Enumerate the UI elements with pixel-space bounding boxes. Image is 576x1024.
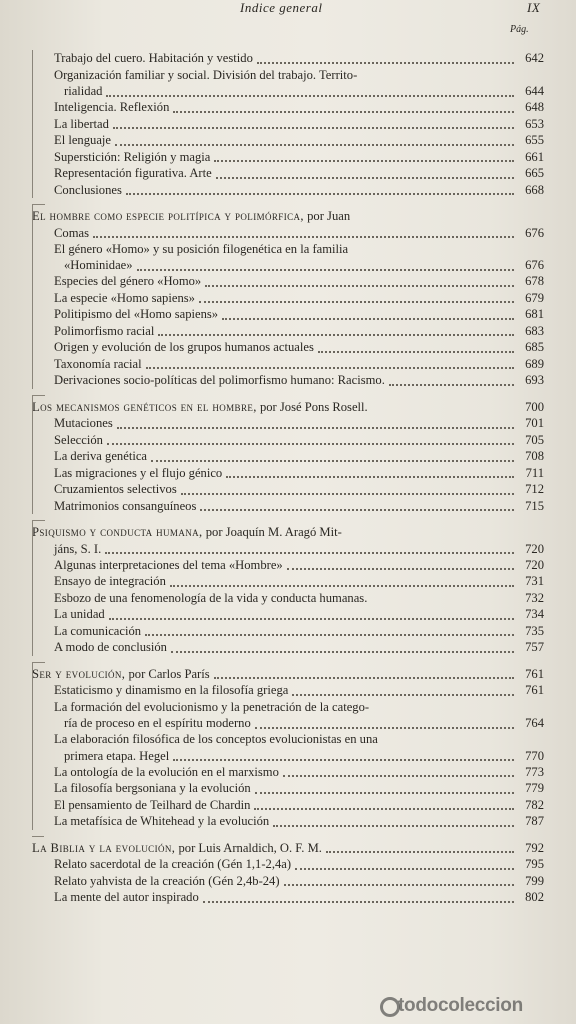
table-of-contents <box>32 50 544 906</box>
toc-chapter-heading-continuation: jáns, S. I. 720 <box>54 541 544 556</box>
toc-entry: Taxonomía racial 689 <box>54 356 544 371</box>
toc-entry: Derivaciones socio-políticas del polimorfismo humano: Racismo. 693 <box>54 373 544 387</box>
toc-entry: Trabajo del cuero. Habitación y vestido 642 <box>54 51 544 65</box>
watermark: todocoleccion <box>398 995 523 1016</box>
toc-entry: Relato sacerdotal de la creación (Gén 1,1-2,4a) 795 <box>54 857 544 871</box>
toc-entry: Conclusiones 668 <box>54 182 544 197</box>
watermark-logo-icon <box>380 997 400 1017</box>
toc-entry: La ontología de la evolución en el marxismo 773 <box>54 764 544 779</box>
toc-chapter-heading-continuation: Comas 676 <box>54 225 544 240</box>
toc-section <box>32 395 544 515</box>
running-head <box>0 0 576 18</box>
toc-entry: La elaboración filosófica de los conceptos evolucionistas en una <box>54 732 378 746</box>
toc-entry: Cruzamientos selectivos 712 <box>54 482 544 496</box>
toc-entry: Mutaciones 701 <box>54 416 544 430</box>
toc-entry: Inteligencia. Reflexión 648 <box>54 100 544 114</box>
toc-entry: Superstición: Religión y magia 661 <box>54 149 544 164</box>
toc-entry: Politipismo del «Homo sapiens» 681 <box>54 307 544 321</box>
page-number: IX <box>527 0 541 15</box>
toc-entry: Las migraciones y el flujo génico 711 <box>54 465 544 480</box>
toc-section <box>32 662 544 830</box>
toc-entry: La deriva genética 708 <box>54 449 544 463</box>
toc-section <box>32 204 544 389</box>
toc-entry: La metafísica de Whitehead y la evolución 787 <box>54 814 544 828</box>
toc-chapter-heading: Ser y evolución, por Carlos París 761 <box>32 666 544 681</box>
toc-entry: La formación del evolucionismo y la penetración de la catego- <box>54 699 370 714</box>
toc-entry: Polimorfismo racial 683 <box>54 323 544 338</box>
toc-entry: Origen y evolución de los grupos humanos actuales 685 <box>54 340 544 354</box>
toc-entry-continuation: ría de proceso en el espíritu moderno 764 <box>64 716 544 730</box>
toc-entry: Organización familiar y social. División del trabajo. Territo- <box>54 67 358 82</box>
toc-entry: Ensayo de integración 731 <box>54 574 544 588</box>
toc-entry: Algunas interpretaciones del tema «Hombre» 720 <box>54 557 544 572</box>
toc-section <box>32 50 544 198</box>
toc-section <box>32 836 544 906</box>
toc-entry: La mente del autor inspirado 802 <box>54 890 544 904</box>
toc-entry-continuation: «Hominidae» 676 <box>64 258 544 272</box>
toc-entry: La libertad 653 <box>54 116 544 131</box>
toc-entry: El género «Homo» y su posición filogenética en la familia <box>54 241 349 256</box>
toc-entry: Relato yahvista de la creación (Gén 2,4b-24) 799 <box>54 873 544 888</box>
toc-entry: Selección 705 <box>54 432 544 447</box>
pag-column-label: Pág. <box>510 24 529 35</box>
toc-entry: La unidad 734 <box>54 607 544 621</box>
toc-entry: Estaticismo y dinamismo en la filosofía griega 761 <box>54 683 544 697</box>
toc-entry: A modo de conclusión 757 <box>54 640 544 654</box>
toc-chapter-heading: Los mecanismos genéticos en el hombre, por José Pons Rosell. 700 <box>32 399 544 414</box>
toc-entry-continuation: primera etapa. Hegel 770 <box>64 748 544 763</box>
toc-entry: La especie «Homo sapiens» 679 <box>54 290 544 305</box>
toc-entry: Representación figurativa. Arte 665 <box>54 166 544 180</box>
toc-chapter-heading: Psiquismo y conducta humana, por Joaquín M. Aragó Mit- <box>32 525 342 539</box>
toc-entry: La comunicación 735 <box>54 623 544 638</box>
toc-section <box>32 520 544 656</box>
toc-entry: El lenguaje 655 <box>54 133 544 147</box>
toc-entry-continuation: rialidad 644 <box>64 84 544 98</box>
toc-entry: La filosofía bergsoniana y la evolución 779 <box>54 781 544 795</box>
toc-entry: El pensamiento de Teilhard de Chardin 782 <box>54 797 544 812</box>
toc-chapter-heading: El hombre como especie politípica y polimórfica, por Juan <box>32 209 351 223</box>
running-title: Indice general <box>240 0 323 15</box>
toc-chapter-heading: La Biblia y la evolución, por Luis Arnaldich, O. F. M. 792 <box>32 840 544 855</box>
toc-entry: Especies del género «Homo» 678 <box>54 274 544 288</box>
toc-entry: Matrimonios consanguíneos 715 <box>54 498 544 513</box>
toc-entry: Esbozo de una fenomenología de la vida y conducta humanas. 732 <box>54 590 544 605</box>
